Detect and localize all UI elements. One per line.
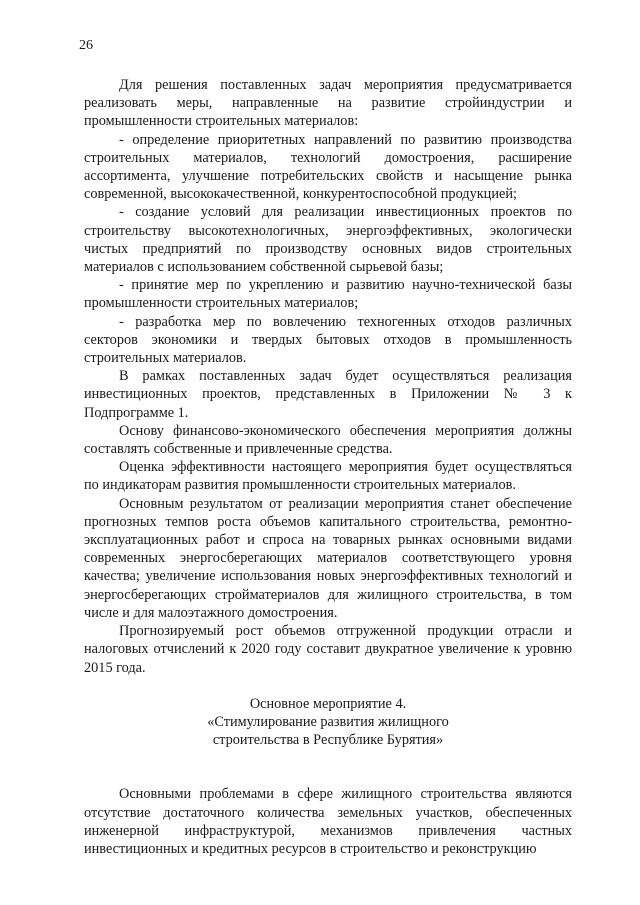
paragraph-measures-intro: Для решения поставленных задач мероприятия предусматривается реализовать меры, направленные на развитие стройиндустрии и промышленности строительных материалов:: [84, 77, 572, 130]
section-heading-line-3: строительства в Республике Бурятия»: [212, 732, 444, 749]
list-item-waste-involvement: - разработка мер по вовлечению техногенных отходов различных секторов экономики и твердых бытовых отходов в промышленность строительных материалов.: [84, 313, 572, 367]
list-item-priority-directions: - определение приоритетных направлений по развитию производства строительных материалов, технологий домостроения, расширение ассортимента, улучшение потребительских свойств и насыщение рынка современной, высококачественной, конкурентоспособной продукцией;: [84, 131, 572, 203]
list-item-investment-conditions: - создание условий для реализации инвестиционных проектов по строительству высокотехнологичных, энергоэффективных, экологически чистых предприятий по производству основных видов строительных материалов с использованием собственной сырьевой базы;: [84, 204, 572, 276]
section-heading-line-2: «Стимулирование развития жилищного: [207, 713, 449, 730]
spacer: [84, 677, 572, 695]
paragraph-efficiency-assessment: Оценка эффективности настоящего мероприятия будет осуществляться по индикаторам развития промышленности строительных материалов.: [84, 459, 572, 494]
paragraph-financing: Основу финансово-экономического обеспечения мероприятия должны составлять собственные и привлеченные средства.: [84, 422, 572, 458]
paragraph-investment-projects: В рамках поставленных задач будет осуществляться реализация инвестиционных проектов, представленных в Приложении № 3 к Подпрограмме 1.: [84, 368, 572, 421]
document-body: [84, 76, 572, 858]
list-item-scientific-base: - принятие мер по укреплению и развитию научно-технической базы промышленности строительных материалов;: [84, 277, 572, 312]
paragraph-housing-problems: Основными проблемами в сфере жилищного строительства являются отсутствие достаточного количества земельных участков, обеспеченных инженерной инфраструктурой, механизмов привлечения частных инвестиционных и кредитных ресурсов в строительство и реконструкцию: [84, 786, 572, 857]
page-number: 26: [79, 38, 93, 53]
paragraph-main-result: Основным результатом от реализации мероприятия станет обеспечение прогнозных темпов роста объемов капитального строительства, ремонтно-эксплуатационных работ и спроса на товарных рынках основными видами современных энергосберегающих материалов соответствующего уровня качества; увеличение использования новых энергоэффективных технологий и энергосберегающих стройматериалов для жилищного строительства, в том числе и для малоэтажного домостроения.: [84, 495, 572, 621]
spacer: [84, 749, 572, 785]
paragraph-forecast: Прогнозируемый рост объемов отгруженной продукции отрасли и налоговых отчислений к 2020 году составит двукратное увеличение к уровню 2015 года.: [84, 623, 572, 676]
section-heading-line-1: Основное мероприятие 4.: [249, 695, 407, 712]
